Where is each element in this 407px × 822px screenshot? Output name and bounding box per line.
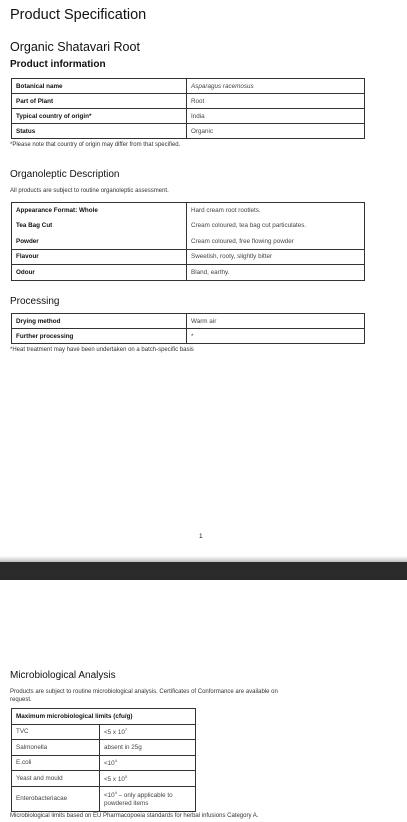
table-row — [12, 755, 196, 771]
micro-intro-line2: request. — [10, 697, 32, 703]
table-cell-label: Part of Plant — [12, 94, 187, 109]
organoleptic-intro: All products are subject to routine organoleptic assessment. — [10, 188, 169, 194]
table-row — [12, 740, 196, 756]
table-cell-value: Hard cream root rootlets. — [187, 203, 365, 219]
table-cell-value: Sweetish, rooty, slightly bitter — [187, 249, 365, 265]
page-number: 1 — [199, 533, 203, 540]
table-cell-label: Flavour — [12, 249, 187, 265]
table-cell-label: Drying method — [12, 314, 187, 329]
table-row — [12, 314, 365, 329]
table-cell-value: $<10^4$ — [100, 755, 196, 771]
table-row — [12, 234, 365, 250]
table-row — [12, 265, 365, 281]
table-cell-value: Cream coloured, free flowing powder — [187, 234, 365, 250]
product-name: Organic Shatavari Root — [10, 40, 140, 54]
table-cell-label: Status — [12, 124, 187, 139]
table-row — [12, 786, 196, 811]
micro-footnote: Microbiological limits based on EU Pharmacopoeia standards for herbal infusions Category A. — [10, 813, 259, 819]
table-row — [12, 94, 365, 109]
micro-limits-table — [11, 708, 196, 812]
document-title: Product Specification — [10, 7, 147, 23]
table-row — [12, 218, 365, 234]
table-cell-label: Enterobacteriacae — [12, 786, 100, 811]
table-cell-label: Further processing — [12, 329, 187, 344]
table-cell-label: Odour — [12, 265, 187, 281]
table-cell-value: Bland, earthy. — [187, 265, 365, 281]
document-page-2 — [0, 580, 407, 822]
organoleptic-table — [11, 202, 365, 281]
table-cell-label: TVC — [12, 724, 100, 740]
table-row — [12, 329, 365, 344]
micro-heading: Microbiological Analysis — [10, 670, 116, 681]
micro-intro-line1: Products are subject to routine microbiological analysis. Certificates of Conformance are available on — [10, 689, 278, 695]
table-cell-value: Cream coloured, tea bag cut particulates. — [187, 218, 365, 234]
table-cell-value: India — [187, 109, 365, 124]
table-cell-label: Botanical name — [12, 79, 187, 94]
table-cell-label: Yeast and mould — [12, 771, 100, 787]
origin-footnote: *Please note that country of origin may differ from that specified. — [10, 142, 181, 148]
table-cell-label: Powder — [12, 234, 187, 250]
table-cell-value: Warm air — [187, 314, 365, 329]
table-cell-value: absent in 25g — [100, 740, 196, 756]
table-cell-label: Typical country of origin* — [12, 109, 187, 124]
table-cell-label: E.coli — [12, 755, 100, 771]
page-separator — [0, 562, 407, 580]
table-row — [12, 79, 365, 94]
table-row — [12, 203, 365, 219]
processing-footnote: *Heat treatment may have been undertaken on a batch-specific basis — [10, 347, 194, 353]
table-cell-value: * — [187, 329, 365, 344]
product-info-heading: Product information — [10, 59, 106, 70]
product-info-table — [11, 78, 365, 139]
table-cell-label: Appearance Format: Whole — [12, 203, 187, 219]
table-row — [12, 724, 196, 740]
processing-heading: Processing — [10, 296, 60, 307]
table-header-row — [12, 709, 196, 725]
table-cell-value: Organic — [187, 124, 365, 139]
table-row — [12, 124, 365, 139]
organoleptic-heading: Organoleptic Description — [10, 169, 120, 180]
table-cell-label: Salmonella — [12, 740, 100, 756]
table-row — [12, 771, 196, 787]
table-cell-value: <5 x $10^5$ — [100, 771, 196, 787]
table-row — [12, 249, 365, 265]
processing-table — [11, 313, 365, 344]
table-cell-value: $<10^4$ – only applicable to powdered items — [100, 786, 196, 811]
table-header: Maximum microbiological limits (cfu/g) — [12, 709, 196, 725]
table-cell-value: <5 x $10^7$ — [100, 724, 196, 740]
table-cell-value: Asparagus racemosus — [187, 79, 365, 94]
table-cell-value: Root — [187, 94, 365, 109]
table-cell-label: Tea Bag Cut — [12, 218, 187, 234]
table-row — [12, 109, 365, 124]
